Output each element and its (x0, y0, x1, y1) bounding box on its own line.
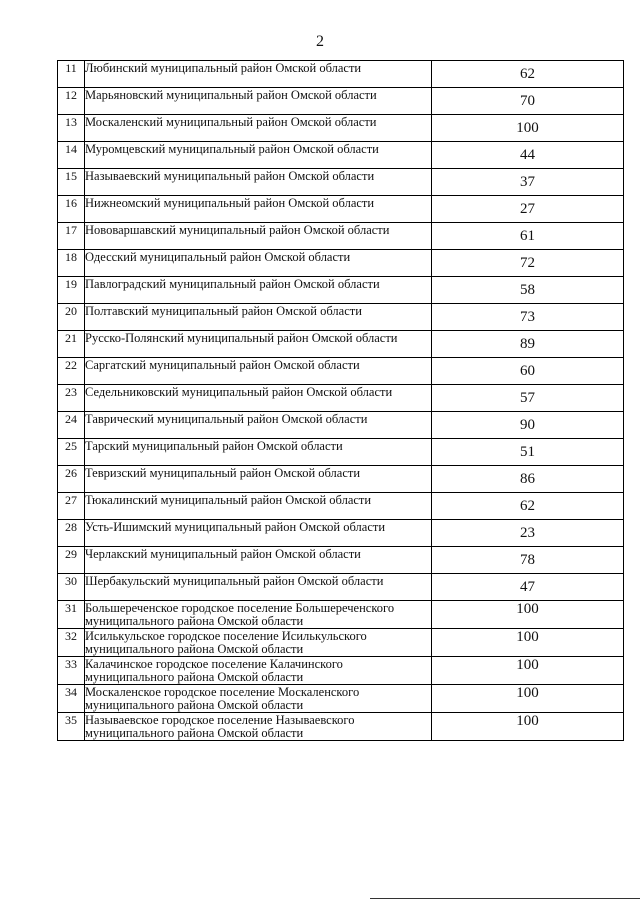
municipality-name: Исилькульское городское поселение Исилькульского муниципального района Омской области (85, 629, 432, 657)
table-row (58, 115, 624, 142)
table-row (58, 385, 624, 412)
row-number: 33 (58, 657, 85, 685)
municipality-name: Полтавский муниципальный район Омской области (85, 304, 432, 331)
row-number: 35 (58, 713, 85, 741)
row-number: 29 (58, 547, 85, 574)
row-number: 25 (58, 439, 85, 466)
municipality-name: Русско-Полянский муниципальный район Омской области (85, 331, 432, 358)
row-value: 44 (432, 142, 624, 169)
row-number: 30 (58, 574, 85, 601)
row-number: 27 (58, 493, 85, 520)
row-value: 73 (432, 304, 624, 331)
row-number: 34 (58, 685, 85, 713)
row-value: 61 (432, 223, 624, 250)
municipality-name: Саргатский муниципальный район Омской области (85, 358, 432, 385)
footer-divider (370, 898, 640, 899)
row-number: 26 (58, 466, 85, 493)
row-number: 18 (58, 250, 85, 277)
table-row (58, 223, 624, 250)
row-value: 62 (432, 61, 624, 88)
table-row (58, 61, 624, 88)
row-value: 89 (432, 331, 624, 358)
row-number: 12 (58, 88, 85, 115)
row-number: 21 (58, 331, 85, 358)
table-row (58, 412, 624, 439)
page-number: 2 (316, 33, 324, 50)
municipality-name: Тюкалинский муниципальный район Омской области (85, 493, 432, 520)
municipality-name: Черлакский муниципальный район Омской области (85, 547, 432, 574)
table-row (58, 493, 624, 520)
municipality-name: Называевское городское поселение Называевского муниципального района Омской области (85, 713, 432, 741)
table-row (58, 142, 624, 169)
row-value: 86 (432, 466, 624, 493)
municipality-name: Седельниковский муниципальный район Омской области (85, 385, 432, 412)
row-value: 100 (432, 115, 624, 142)
municipality-name: Нижнеомский муниципальный район Омской области (85, 196, 432, 223)
row-value: 47 (432, 574, 624, 601)
row-value: 72 (432, 250, 624, 277)
table-row (58, 685, 624, 713)
row-number: 11 (58, 61, 85, 88)
municipality-table (57, 60, 624, 741)
row-value: 60 (432, 358, 624, 385)
row-value: 57 (432, 385, 624, 412)
table-row (58, 466, 624, 493)
row-value: 100 (432, 657, 624, 685)
row-value: 51 (432, 439, 624, 466)
municipality-name: Большереченское городское поселение Большереченского муниципального района Омской области (85, 601, 432, 629)
row-number: 13 (58, 115, 85, 142)
municipality-name: Москаленский муниципальный район Омской области (85, 115, 432, 142)
row-value: 90 (432, 412, 624, 439)
row-number: 23 (58, 385, 85, 412)
row-number: 17 (58, 223, 85, 250)
municipality-name: Шербакульский муниципальный район Омской области (85, 574, 432, 601)
row-number: 32 (58, 629, 85, 657)
municipality-name: Калачинское городское поселение Калачинского муниципального района Омской области (85, 657, 432, 685)
row-value: 23 (432, 520, 624, 547)
table-row (58, 439, 624, 466)
row-number: 22 (58, 358, 85, 385)
table-row (58, 250, 624, 277)
table-row (58, 547, 624, 574)
table-row (58, 304, 624, 331)
municipality-name: Тарский муниципальный район Омской области (85, 439, 432, 466)
table-row (58, 601, 624, 629)
table-row (58, 196, 624, 223)
row-value: 70 (432, 88, 624, 115)
table-row (58, 629, 624, 657)
table-row (58, 169, 624, 196)
municipality-name: Павлоградский муниципальный район Омской области (85, 277, 432, 304)
municipality-name: Нововаршавский муниципальный район Омской области (85, 223, 432, 250)
municipality-name: Одесский муниципальный район Омской области (85, 250, 432, 277)
table-row (58, 331, 624, 358)
municipality-name: Муромцевский муниципальный район Омской области (85, 142, 432, 169)
table-row (58, 520, 624, 547)
table-body (58, 61, 624, 741)
row-value: 100 (432, 629, 624, 657)
row-number: 20 (58, 304, 85, 331)
row-value: 37 (432, 169, 624, 196)
row-number: 19 (58, 277, 85, 304)
row-value: 62 (432, 493, 624, 520)
row-number: 31 (58, 601, 85, 629)
table-row (58, 277, 624, 304)
municipality-name: Усть-Ишимский муниципальный район Омской области (85, 520, 432, 547)
row-number: 28 (58, 520, 85, 547)
table-row (58, 657, 624, 685)
municipality-name: Марьяновский муниципальный район Омской области (85, 88, 432, 115)
row-value: 100 (432, 601, 624, 629)
table-row (58, 574, 624, 601)
row-number: 24 (58, 412, 85, 439)
row-value: 78 (432, 547, 624, 574)
municipality-name: Москаленское городское поселение Москаленского муниципального района Омской области (85, 685, 432, 713)
municipality-name: Любинский муниципальный район Омской области (85, 61, 432, 88)
row-number: 14 (58, 142, 85, 169)
municipality-name: Называевский муниципальный район Омской области (85, 169, 432, 196)
row-value: 58 (432, 277, 624, 304)
row-value: 100 (432, 685, 624, 713)
row-value: 27 (432, 196, 624, 223)
municipality-name: Таврический муниципальный район Омской области (85, 412, 432, 439)
municipality-name: Тевризский муниципальный район Омской области (85, 466, 432, 493)
row-value: 100 (432, 713, 624, 741)
table-row (58, 713, 624, 741)
row-number: 15 (58, 169, 85, 196)
table-row (58, 358, 624, 385)
row-number: 16 (58, 196, 85, 223)
table-row (58, 88, 624, 115)
